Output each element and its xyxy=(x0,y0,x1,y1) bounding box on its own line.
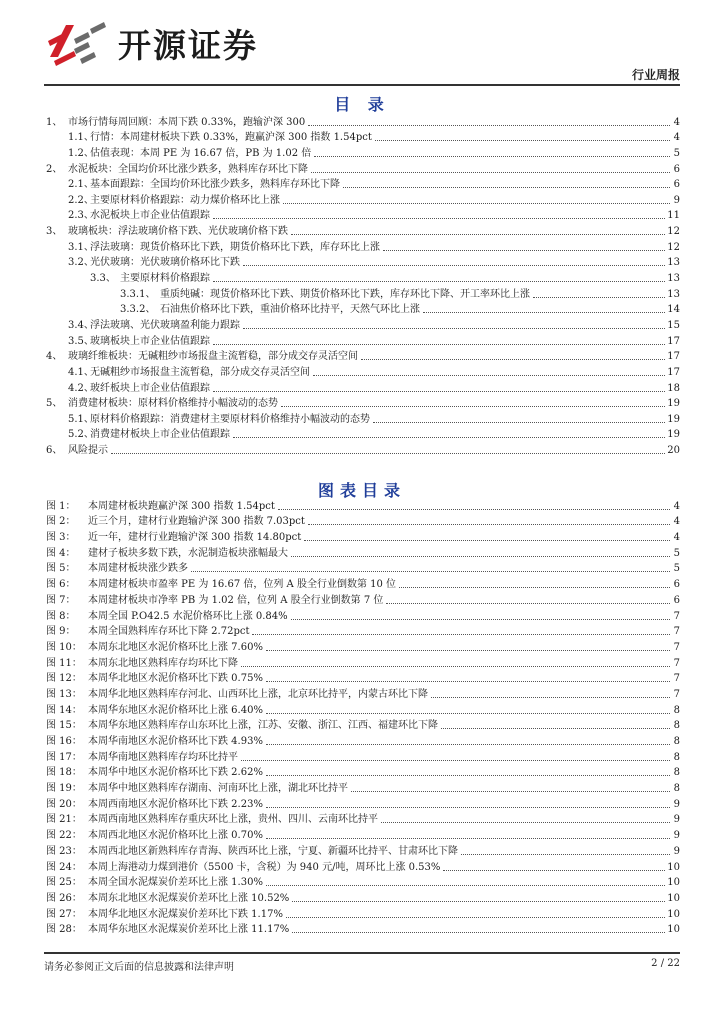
entry-number: 4.2、 xyxy=(68,382,94,394)
dot-leader xyxy=(213,218,665,219)
footer-disclaimer: 请务必参阅正文后面的信息披露和法律声明 xyxy=(44,962,234,973)
figure-entry[interactable] xyxy=(46,591,680,607)
entry-title: 水泥板块：全国均价环比涨少跌多，熟料库存环比下降 xyxy=(68,163,308,175)
entry-number: 3.4、 xyxy=(68,319,94,331)
dot-leader xyxy=(252,634,670,635)
entry-page: 8 xyxy=(673,783,680,795)
entry-number: 6、 xyxy=(46,445,63,457)
entry-page: 7 xyxy=(673,626,680,638)
dot-leader xyxy=(281,406,665,407)
figure-entry[interactable] xyxy=(46,497,680,513)
dot-leader xyxy=(291,556,670,557)
entry-number: 图 27： xyxy=(46,908,82,920)
toc-entry[interactable] xyxy=(46,191,680,207)
entry-number: 图 21： xyxy=(46,814,82,826)
figure-entry[interactable] xyxy=(46,701,680,717)
entry-title: 本周华中地区水泥价格环比下跌 2.62% xyxy=(88,767,263,779)
entry-number: 2、 xyxy=(46,163,63,175)
entry-page: 9 xyxy=(673,830,680,842)
figure-entry[interactable] xyxy=(46,607,680,623)
entry-page: 7 xyxy=(673,610,680,622)
dot-leader xyxy=(266,681,670,682)
toc-heading: 目 录 xyxy=(334,95,390,114)
entry-title: 本周华北地区水泥煤炭价差环比下跌 1.17% xyxy=(88,908,283,920)
toc-entry[interactable] xyxy=(46,395,680,411)
entry-title: 本周西南地区熟料库存重庆环比上涨，贵州、四川、云南环比持平 xyxy=(88,814,378,826)
dot-leader xyxy=(278,509,670,510)
entry-page: 7 xyxy=(673,673,680,685)
entry-title: 本周华北地区熟料库存河北、山西环比上涨，北京环比持平，内蒙古环比下降 xyxy=(88,688,428,700)
dot-leader xyxy=(292,932,665,933)
figure-entry[interactable] xyxy=(46,811,680,827)
figure-entry[interactable] xyxy=(46,670,680,686)
dot-leader xyxy=(375,140,670,141)
entry-number: 2.3、 xyxy=(68,210,94,222)
entry-number: 图 13： xyxy=(46,688,82,700)
dot-leader xyxy=(266,650,670,651)
figure-entry[interactable] xyxy=(46,513,680,529)
figure-entry[interactable] xyxy=(46,623,680,639)
entry-title: 市场行情每周回顾：本周下跌 0.33%，跑输沪深 300 xyxy=(68,116,306,128)
entry-title: 石油焦价格环比下跌，重油价格环比持平，天然气环比上涨 xyxy=(160,304,420,316)
entry-title: 本周西北地区水泥价格环比上涨 0.70% xyxy=(88,830,263,842)
entry-page: 12 xyxy=(667,241,680,253)
dot-leader xyxy=(266,775,670,776)
entry-number: 图 14： xyxy=(46,704,82,716)
entry-page: 10 xyxy=(667,892,680,904)
entry-page: 4 xyxy=(673,500,680,512)
footer-divider xyxy=(44,952,680,954)
toc-entry[interactable] xyxy=(46,426,680,442)
entry-page: 17 xyxy=(667,335,680,347)
toc-entry[interactable] xyxy=(46,222,680,238)
entry-page: 8 xyxy=(673,767,680,779)
dot-leader xyxy=(386,603,670,604)
entry-number: 图 4： xyxy=(46,547,76,559)
entry-number: 图 7： xyxy=(46,594,76,606)
entry-title: 本周西南地区水泥价格环比下跌 2.23% xyxy=(88,798,263,810)
entry-title: 玻璃板块：浮法玻璃价格下跌、光伏玻璃价格下跌 xyxy=(68,226,288,238)
entry-number: 图 22： xyxy=(46,830,82,842)
table-of-contents xyxy=(46,113,680,457)
dot-leader xyxy=(243,328,665,329)
entry-title: 风险提示 xyxy=(68,445,108,457)
entry-page: 19 xyxy=(667,398,680,410)
entry-number: 5、 xyxy=(46,398,63,410)
dot-leader xyxy=(399,587,670,588)
entry-number: 图 3： xyxy=(46,532,76,544)
entry-page: 9 xyxy=(673,845,680,857)
entry-title: 近三个月，建材行业跑输沪深 300 指数 7.03pct xyxy=(88,516,305,528)
dot-leader xyxy=(443,870,665,871)
figure-entry[interactable] xyxy=(46,748,680,764)
figure-entry[interactable] xyxy=(46,544,680,560)
entry-number: 图 26： xyxy=(46,892,82,904)
dot-leader xyxy=(383,250,665,251)
entry-number: 图 18： xyxy=(46,767,82,779)
entry-number: 2.2、 xyxy=(68,194,94,206)
entry-page: 11 xyxy=(667,210,680,222)
figure-list-heading: 图表目录 xyxy=(317,481,406,500)
figure-entry[interactable] xyxy=(46,638,680,654)
logo-mark-icon xyxy=(44,19,112,67)
toc-entry[interactable] xyxy=(46,301,680,317)
entry-page: 15 xyxy=(667,319,680,331)
entry-page: 7 xyxy=(673,657,680,669)
entry-title: 本周建材板块市净率 PB 为 1.02 倍，位列 A 股全行业倒数第 7 位 xyxy=(88,594,384,606)
entry-number: 5.1、 xyxy=(68,413,94,425)
entry-title: 本周华北地区水泥价格环比下跌 0.75% xyxy=(88,673,263,685)
entry-title: 本周全国水泥煤炭价差环比上涨 1.30% xyxy=(88,877,263,889)
dot-leader xyxy=(533,297,665,298)
figure-entry[interactable] xyxy=(46,905,680,921)
figure-entry[interactable] xyxy=(46,842,680,858)
entry-page: 10 xyxy=(667,908,680,920)
entry-title: 主要原材料价格跟踪 xyxy=(120,273,210,285)
entry-title: 本周建材板块跑赢沪深 300 指数 1.54pct xyxy=(88,500,275,512)
entry-title: 浮法玻璃、光伏玻璃盈利能力跟踪 xyxy=(90,319,240,331)
dot-leader xyxy=(313,375,665,376)
figure-entry[interactable] xyxy=(46,795,680,811)
dot-leader xyxy=(266,713,670,714)
entry-number: 图 17： xyxy=(46,751,82,763)
entry-number: 图 1： xyxy=(46,500,76,512)
entry-page: 7 xyxy=(673,641,680,653)
entry-number: 图 11： xyxy=(46,657,82,669)
entry-number: 3.1、 xyxy=(68,241,94,253)
entry-page: 19 xyxy=(667,413,680,425)
entry-number: 图 28： xyxy=(46,924,82,936)
entry-number: 4.1、 xyxy=(68,366,94,378)
entry-title: 重质纯碱：现货价格环比下跌、期货价格环比下跌，库存环比下降、开工率环比上涨 xyxy=(160,288,530,300)
entry-page: 4 xyxy=(673,532,680,544)
entry-number: 图 2： xyxy=(46,516,76,528)
entry-page: 18 xyxy=(667,382,680,394)
dot-leader xyxy=(314,156,670,157)
entry-title: 本周全国熟料库存环比下降 2.72pct xyxy=(88,626,250,638)
entry-page: 8 xyxy=(673,736,680,747)
entry-title: 消费建材板块上市企业估值跟踪 xyxy=(90,429,230,441)
entry-page: 12 xyxy=(667,226,680,238)
company-logo xyxy=(44,18,258,67)
dot-leader xyxy=(286,917,665,918)
logo-text: 开源证券 xyxy=(118,26,258,65)
entry-number: 1.1、 xyxy=(68,132,94,144)
entry-number: 图 25： xyxy=(46,877,82,889)
entry-number: 图 15： xyxy=(46,720,82,732)
entry-number: 图 6： xyxy=(46,579,76,591)
dot-leader xyxy=(351,791,670,792)
entry-title: 光伏玻璃：光伏玻璃价格环比下跌 xyxy=(90,257,240,269)
entry-page: 17 xyxy=(667,351,680,363)
entry-title: 估值表现：本周 PE 为 16.67 倍，PB 为 1.02 倍 xyxy=(90,147,312,159)
entry-title: 原材料价格跟踪：消费建材主要原材料价格维持小幅波动的态势 xyxy=(90,413,370,425)
dot-leader xyxy=(266,838,670,839)
entry-title: 水泥板块上市企业估值跟踪 xyxy=(90,210,210,222)
entry-title: 本周上海港动力煤到港价（5500 卡，含税）为 940 元/吨，周环比上涨 0.53% xyxy=(88,861,441,873)
entry-page: 6 xyxy=(673,579,680,591)
entry-title: 本周东北地区熟料库存均环比下降 xyxy=(88,657,238,669)
entry-page: 4 xyxy=(673,132,680,144)
entry-number: 3.5、 xyxy=(68,335,94,347)
entry-title: 玻璃纤维板块：无碱粗纱市场报盘主流暂稳，部分成交存灵活空间 xyxy=(68,351,358,363)
dot-leader xyxy=(311,172,670,173)
entry-page: 20 xyxy=(667,445,680,457)
entry-number: 图 20： xyxy=(46,798,82,810)
entry-title: 主要原材料价格跟踪：动力煤价格环比上涨 xyxy=(90,194,280,206)
entry-number: 图 12： xyxy=(46,673,82,685)
entry-number: 3.3.1、 xyxy=(120,288,156,300)
dot-leader xyxy=(381,822,670,823)
figure-entry[interactable] xyxy=(46,654,680,670)
entry-page: 5 xyxy=(673,563,680,575)
toc-entry[interactable] xyxy=(46,160,680,176)
header-divider xyxy=(44,84,680,86)
figure-entry[interactable] xyxy=(46,874,680,890)
entry-number: 图 10： xyxy=(46,641,82,653)
toc-entry[interactable] xyxy=(46,332,680,348)
entry-title: 浮法玻璃：现货价格环比下跌，期货价格环比下跌，库存环比上涨 xyxy=(90,241,380,253)
dot-leader xyxy=(266,885,665,886)
entry-number: 3.3.2、 xyxy=(120,304,156,316)
entry-number: 图 16： xyxy=(46,736,82,747)
toc-entry[interactable] xyxy=(46,144,680,160)
dot-leader xyxy=(461,854,670,855)
dot-leader xyxy=(361,359,665,360)
dot-leader xyxy=(292,901,665,902)
entry-page: 10 xyxy=(667,924,680,936)
figure-entry[interactable] xyxy=(46,889,680,905)
dot-leader xyxy=(233,437,665,438)
toc-entry[interactable] xyxy=(46,113,680,129)
entry-title: 玻璃板块上市企业估值跟踪 xyxy=(90,335,210,347)
page-number: 2 / 22 xyxy=(651,958,680,969)
dot-leader xyxy=(308,524,670,525)
entry-number: 2.1、 xyxy=(68,179,94,191)
dot-leader xyxy=(241,666,670,667)
figure-entry[interactable] xyxy=(46,575,680,591)
entry-page: 6 xyxy=(673,163,680,175)
figure-entry[interactable] xyxy=(46,764,680,780)
dot-leader xyxy=(291,234,665,235)
entry-page: 4 xyxy=(673,116,680,128)
entry-title: 行情：本周建材板块下跌 0.33%，跑赢沪深 300 指数 1.54pct xyxy=(90,132,372,144)
figure-entry[interactable] xyxy=(46,779,680,795)
dot-leader xyxy=(213,391,665,392)
entry-page: 4 xyxy=(673,516,680,528)
entry-page: 6 xyxy=(673,179,680,191)
entry-page: 9 xyxy=(673,798,680,810)
figure-entry[interactable] xyxy=(46,528,680,544)
entry-page: 5 xyxy=(673,547,680,559)
entry-page: 8 xyxy=(673,751,680,763)
entry-title: 本周华东地区水泥煤炭价差环比上涨 11.17% xyxy=(88,924,290,936)
entry-title: 玻纤板块上市企业估值跟踪 xyxy=(90,382,210,394)
toc-entry[interactable] xyxy=(46,348,680,364)
toc-entry[interactable] xyxy=(46,363,680,379)
figure-entry[interactable] xyxy=(46,717,680,733)
entry-title: 本周东北地区水泥煤炭价差环比上涨 10.52% xyxy=(88,892,290,904)
dot-leader xyxy=(308,125,670,126)
toc-entry[interactable] xyxy=(46,176,680,192)
entry-page: 8 xyxy=(673,720,680,732)
figure-entry[interactable] xyxy=(46,685,680,701)
entry-title: 本周华中地区熟料库存湖南、河南环比上涨，湖北环比持平 xyxy=(88,783,348,795)
toc-entry[interactable] xyxy=(46,410,680,426)
entry-number: 1、 xyxy=(46,116,63,128)
dot-leader xyxy=(213,281,665,282)
dot-leader xyxy=(343,187,670,188)
entry-number: 3.3、 xyxy=(90,273,116,285)
dot-leader xyxy=(213,344,665,345)
toc-entry[interactable] xyxy=(46,207,680,223)
toc-entry[interactable] xyxy=(46,269,680,285)
dot-leader xyxy=(291,619,670,620)
dot-leader xyxy=(373,422,665,423)
toc-entry[interactable] xyxy=(46,316,680,332)
entry-page: 13 xyxy=(667,257,680,269)
entry-page: 6 xyxy=(673,594,680,606)
figure-entry[interactable] xyxy=(46,858,680,874)
entry-number: 5.2、 xyxy=(68,429,94,441)
toc-entry[interactable] xyxy=(46,379,680,395)
entry-title: 本周华东地区水泥价格环比上涨 6.40% xyxy=(88,704,263,716)
toc-entry[interactable] xyxy=(46,238,680,254)
entry-title: 本周东北地区水泥价格环比上涨 7.60% xyxy=(88,641,263,653)
dot-leader xyxy=(304,540,670,541)
entry-number: 图 24： xyxy=(46,861,82,873)
dot-leader xyxy=(283,203,670,204)
figure-entry[interactable] xyxy=(46,921,680,937)
entry-title: 本周全国 P.O42.5 水泥价格环比上涨 0.84% xyxy=(88,610,288,622)
toc-entry[interactable] xyxy=(46,441,680,457)
entry-title: 建材子板块多数下跌，水泥制造板块涨幅最大 xyxy=(88,547,288,559)
entry-page: 10 xyxy=(667,877,680,889)
entry-page: 19 xyxy=(667,429,680,441)
entry-title: 基本面跟踪：全国均价环比涨少跌多，熟料库存环比下降 xyxy=(90,179,340,191)
entry-title: 本周华南地区熟料库存均环比持平 xyxy=(88,751,238,763)
entry-page: 13 xyxy=(667,273,680,285)
entry-number: 3.2、 xyxy=(68,257,94,269)
entry-page: 5 xyxy=(673,147,680,159)
dot-leader xyxy=(241,760,670,761)
dot-leader xyxy=(441,728,670,729)
entry-number: 图 8： xyxy=(46,610,76,622)
entry-number: 图 5： xyxy=(46,563,76,575)
dot-leader xyxy=(266,807,670,808)
entry-page: 8 xyxy=(673,704,680,716)
entry-title: 本周华东地区熟料库存山东环比上涨，江苏、安徽、浙江、江西、福建环比下降 xyxy=(88,720,438,732)
dot-leader xyxy=(431,697,670,698)
entry-page: 14 xyxy=(667,304,680,316)
dot-leader xyxy=(423,312,665,313)
entry-title: 本周西北地区新熟料库存青海、陕西环比上涨，宁夏、新疆环比持平、甘肃环比下降 xyxy=(88,845,458,857)
dot-leader xyxy=(191,571,670,572)
entry-number: 图 9： xyxy=(46,626,76,638)
entry-page: 17 xyxy=(667,366,680,378)
dot-leader xyxy=(243,265,665,266)
entry-page: 9 xyxy=(673,194,680,206)
document-type-label: 行业周报 xyxy=(631,68,680,82)
entry-page: 7 xyxy=(673,688,680,700)
toc-entry[interactable] xyxy=(46,254,680,270)
entry-title: 本周建材板块涨少跌多 xyxy=(88,563,188,575)
toc-entry[interactable] xyxy=(46,129,680,145)
entry-page: 9 xyxy=(673,814,680,826)
entry-number: 图 23： xyxy=(46,845,82,857)
entry-page: 10 xyxy=(667,861,680,873)
entry-title: 本周建材板块市盈率 PE 为 16.67 倍，位列 A 股全行业倒数第 10 位 xyxy=(88,579,397,591)
toc-entry[interactable] xyxy=(46,285,680,301)
figure-entry[interactable] xyxy=(46,732,680,748)
entry-title: 无碱粗纱市场报盘主流暂稳，部分成交存灵活空间 xyxy=(90,366,310,378)
entry-number: 1.2、 xyxy=(68,147,94,159)
dot-leader xyxy=(266,744,670,745)
figure-entry[interactable] xyxy=(46,826,680,842)
entry-title: 近一年，建材行业跑输沪深 300 指数 14.80pct xyxy=(88,532,302,544)
page-header xyxy=(44,18,680,80)
entry-page: 13 xyxy=(667,288,680,300)
entry-number: 图 19： xyxy=(46,783,82,795)
figure-list xyxy=(46,497,680,936)
figure-entry[interactable] xyxy=(46,560,680,576)
entry-number: 4、 xyxy=(46,351,63,363)
entry-number: 3、 xyxy=(46,226,63,238)
entry-title: 消费建材板块：原材料价格维持小幅波动的态势 xyxy=(68,398,278,410)
dot-leader xyxy=(111,453,665,454)
entry-title: 本周华南地区水泥价格环比下跌 4.93% xyxy=(88,736,263,747)
